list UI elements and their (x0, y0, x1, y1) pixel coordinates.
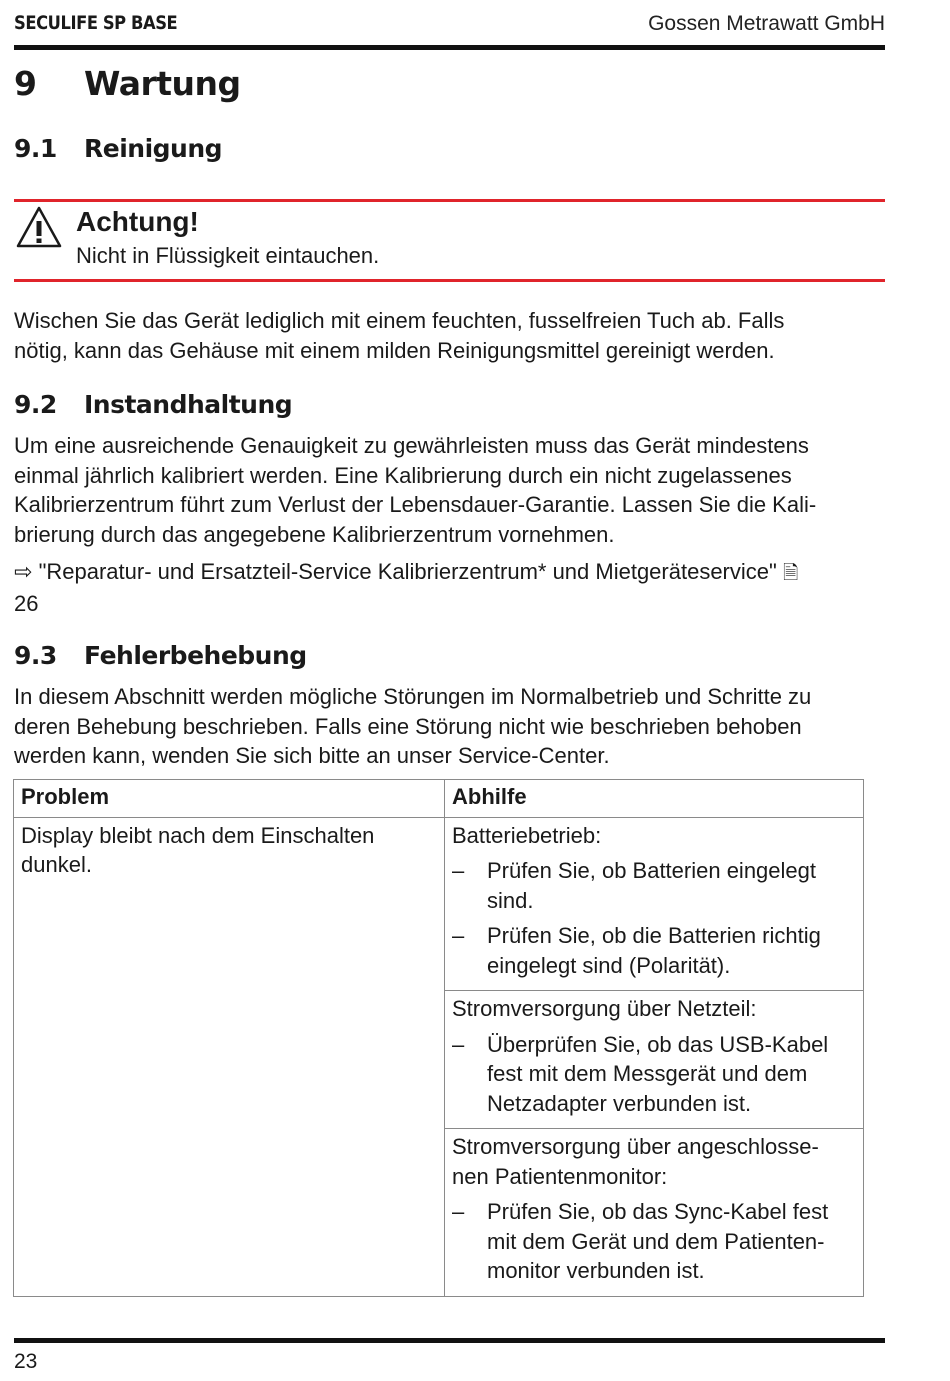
column-header-remedy: Abhilfe (445, 780, 864, 818)
page-number: 23 (14, 1350, 38, 1373)
maintenance-paragraph: Um eine ausreichende Genauigkeit zu gewährleisten muss das Gerät mindestens einmal jährlich kalibriert werden. Eine Kalibrierung durch ein nicht zugelassenes Kalibrierzentrum führt zum Verlust der Lebensdauer-Garantie. Lassen Sie die Kali- brierung durch das angegebene Kalibrierzentrum vornehmen. (14, 433, 817, 547)
warning-bottom-rule (14, 279, 885, 282)
section-number: 9.3 (14, 641, 57, 670)
warning-text: Nicht in Flüssigkeit eintauchen. (76, 243, 380, 268)
document-header-product: SECULIFE SP BASE (14, 12, 178, 34)
remedy-cell-power-supply (445, 991, 864, 1129)
reference-text[interactable]: "Reparatur- und Ersatzteil-Service Kalibrierzentrum* und Mietgeräteservice" (38, 559, 777, 584)
document-icon: 🗎 (782, 562, 799, 584)
reference-page: 26 (14, 590, 39, 616)
column-header-problem: Problem (14, 780, 445, 818)
arrow-right-icon: ⇨ (14, 559, 33, 584)
section-heading-cleaning (14, 134, 614, 166)
warning-top-rule (14, 199, 885, 202)
document-header-company: Gossen Metrawatt GmbH (648, 12, 885, 35)
table-row (14, 817, 864, 991)
section-title: Fehlerbehebung (84, 641, 307, 670)
chapter-number: 9 (14, 64, 37, 103)
header-rule (14, 45, 885, 50)
remedy-heading: Batteriebetrieb: (452, 822, 602, 848)
section-title: Reinigung (84, 134, 223, 163)
cross-reference[interactable] (14, 557, 894, 618)
chapter-title: Wartung (84, 64, 241, 103)
list-item: – Überprüfen Sie, ob das USB-Kabel fest mit dem Messgerät und dem Netzadapter verbunden ist. (452, 1031, 829, 1116)
problem-cell: Display bleibt nach dem Einschalten dunkel. (14, 817, 445, 1296)
list-item: – Prüfen Sie, ob die Batterien richtig eingelegt sind (Polarität). (452, 923, 821, 978)
remedy-cell-patient-monitor (445, 1129, 864, 1297)
warning-triangle-icon (15, 205, 63, 249)
cleaning-paragraph: Wischen Sie das Gerät lediglich mit einem feuchten, fusselfreien Tuch ab. Falls nötig, kann das Gehäuse mit einem milden Reinigungsmittel gereinigt werden. (14, 308, 785, 363)
section-number: 9.1 (14, 134, 57, 163)
remedy-heading-line: Stromversorgung über angeschlosse- (452, 1134, 819, 1159)
remedy-heading: Stromversorgung über Netzteil: (452, 996, 757, 1021)
list-item: – Prüfen Sie, ob das Sync-Kabel fest mit dem Gerät und dem Patienten- monitor verbunden ist. (452, 1199, 829, 1283)
remedy-heading-line: nen Patientenmonitor: (452, 1163, 668, 1189)
remedy-cell-battery (445, 817, 864, 991)
warning-title: Achtung! (76, 206, 199, 237)
section-number: 9.2 (14, 390, 57, 419)
section-heading-troubleshooting (14, 641, 614, 673)
section-heading-maintenance (14, 390, 614, 422)
footer-rule (14, 1338, 885, 1343)
list-item: – Prüfen Sie, ob Batterien eingelegt sind. (452, 858, 817, 913)
chapter-heading (14, 64, 614, 106)
section-title: Instandhaltung (84, 390, 293, 419)
troubleshooting-table (13, 779, 864, 1297)
troubleshooting-intro: In diesem Abschnitt werden mögliche Störungen im Normalbetrieb und Schritte zu deren Behebung beschrieben. Falls eine Störung nicht wie beschrieben behoben werden kann, wenden Sie sich bitte an unser Service-Center. (14, 684, 812, 768)
table-header-row (14, 780, 864, 818)
